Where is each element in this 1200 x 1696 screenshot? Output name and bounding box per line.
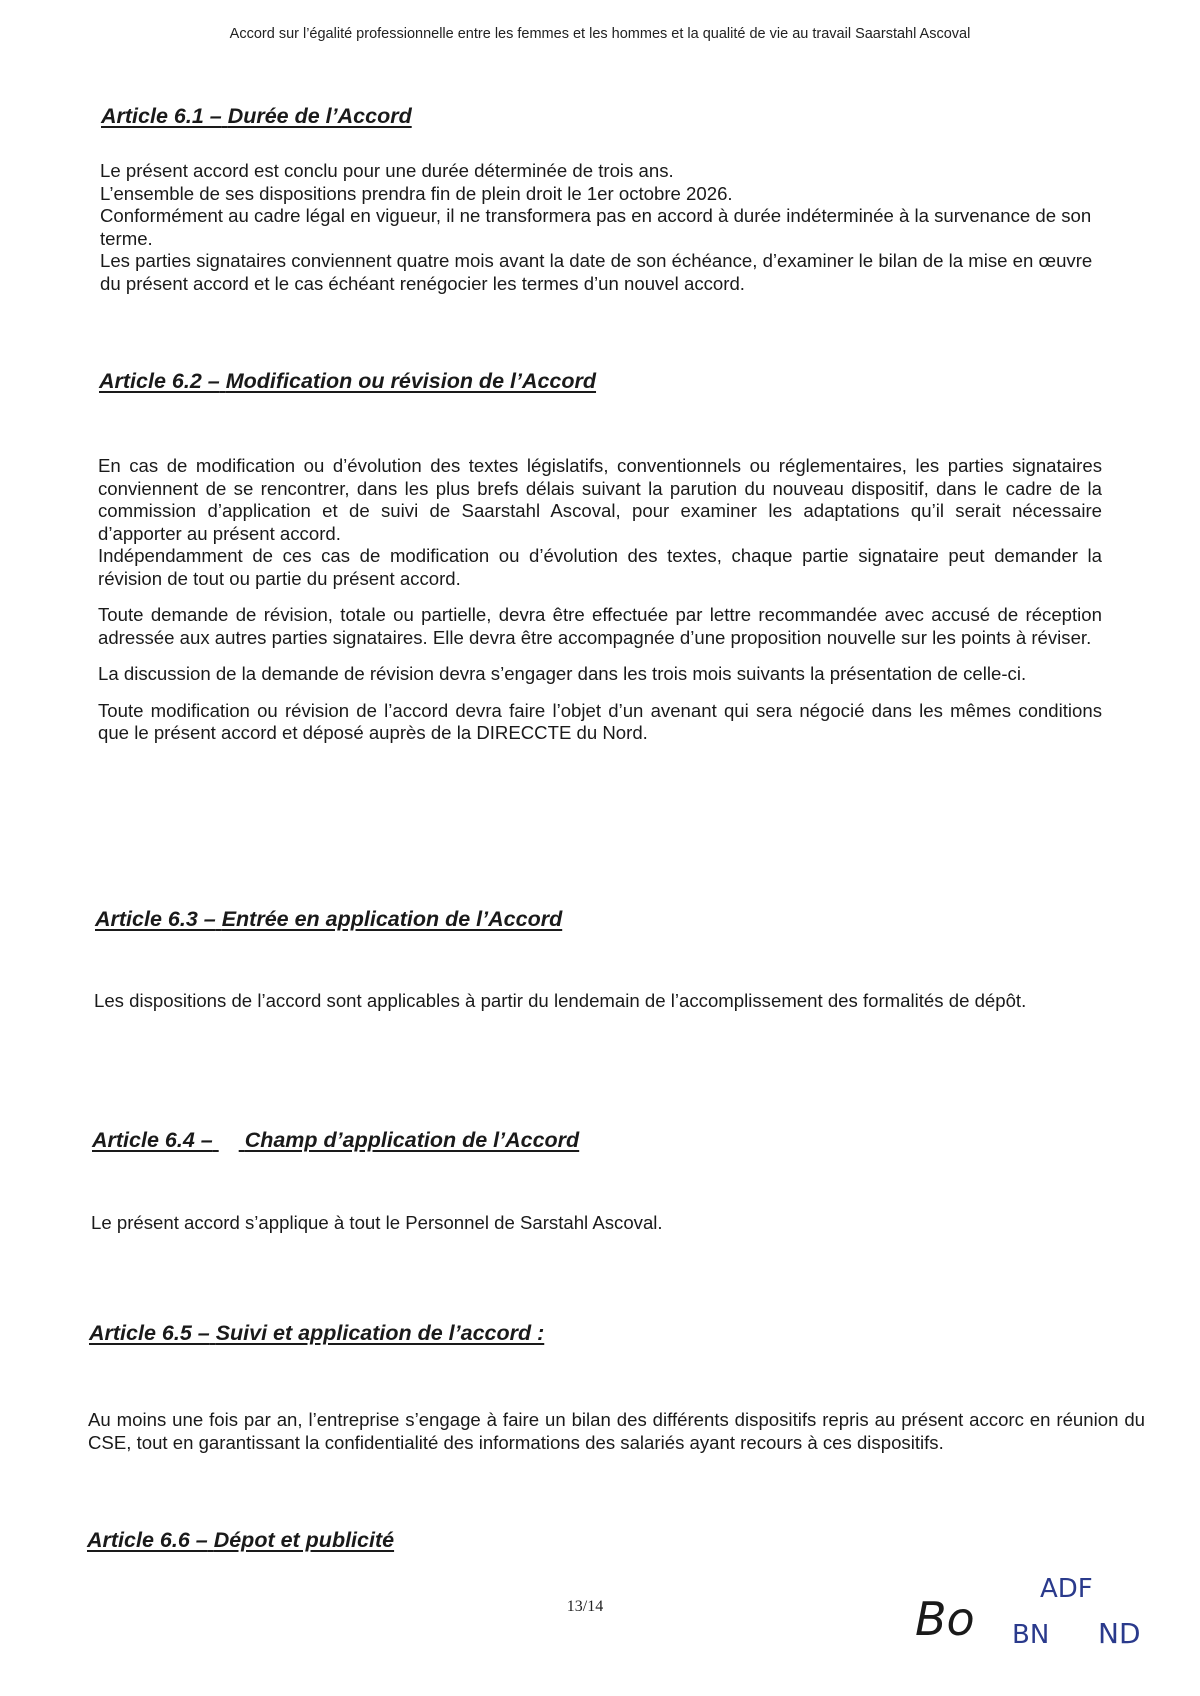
paragraph: Les parties signataires conviennent quatre mois avant la date de son échéance, d’examiner le bilan de la mise en œuvre du présent accord et le cas échéant renégocier les termes d’un nouvel accord.: [100, 250, 1093, 294]
handwritten-initials: ADF: [1040, 1574, 1093, 1604]
article-number: Article 6.5 –: [89, 1321, 210, 1345]
article-number: Article 6.6 –: [87, 1528, 208, 1552]
article-6-3-body: [94, 990, 1094, 1013]
article-number: Article 6.4 –: [92, 1128, 213, 1152]
article-6-4-title: [92, 1128, 579, 1153]
article-heading: Dépot et publicité: [213, 1528, 395, 1552]
article-number: Article 6.2 –: [99, 369, 220, 393]
article-heading: Suivi et application de l’accord :: [215, 1321, 545, 1345]
article-6-1-body: [100, 160, 1100, 295]
paragraph: Toute modification ou révision de l’accord devra faire l’objet d’un avenant qui sera négocié dans les mêmes conditions que le présent accord et déposé auprès de la DIRECCTE du Nord.: [98, 699, 1102, 743]
page-number: 13/14: [566, 1598, 604, 1615]
handwritten-initials: ND: [1098, 1617, 1141, 1650]
article-number: Article 6.1 –: [101, 104, 222, 128]
article-6-3-title: [95, 907, 562, 932]
article-6-4-body: [91, 1212, 1091, 1235]
document-header: Accord sur l’égalité professionnelle entre les femmes et les hommes et la qualité de vie au travail Saarstahl Ascoval: [229, 26, 971, 42]
handwritten-initials: Bo: [915, 1592, 975, 1646]
article-6-5-title: [89, 1321, 544, 1346]
paragraph: Au moins une fois par an, l’entreprise s’engage à faire un bilan des différents dispositifs repris au présent accorc en réunion du CSE, tout en garantissant la confidentialité des informations des salariés ayant recours à ces dispositifs.: [88, 1409, 1145, 1453]
article-6-2-title: [99, 369, 596, 394]
article-heading: Champ d’application de l’Accord: [244, 1128, 580, 1152]
paragraph: La discussion de la demande de révision devra s’engager dans les trois mois suivants la présentation de celle-ci.: [98, 663, 1027, 684]
paragraph: En cas de modification ou d’évolution des textes législatifs, conventionnels ou réglementaires, les parties signataires conviennent de se rencontrer, dans les plus brefs délais suivant la parution du nouveau dispositif, dans le cadre de la commission d’application et de suivi de Saarstahl Ascoval, pour examiner les adaptations qu’il serait nécessaire d’apporter au présent accord.: [98, 455, 1102, 544]
article-heading: Durée de l’Accord: [227, 104, 412, 128]
article-6-2-body: [98, 455, 1102, 745]
paragraph: Le présent accord est conclu pour une durée déterminée de trois ans.: [100, 160, 674, 181]
paragraph: Les dispositions de l’accord sont applicables à partir du lendemain de l’accomplissement des formalités de dépôt.: [94, 990, 1027, 1011]
article-heading: Modification ou révision de l’Accord: [225, 369, 597, 393]
handwritten-initials: BN: [1012, 1620, 1050, 1650]
article-heading: Entrée en application de l’Accord: [221, 907, 563, 931]
paragraph: Conformément au cadre légal en vigueur, il ne transformera pas en accord à durée indéterminée à la survenance de son terme.: [100, 205, 1092, 249]
article-6-1-title: [101, 104, 412, 129]
paragraph: Toute demande de révision, totale ou partielle, devra être effectuée par lettre recommandée avec accusé de réception adressée aux autres parties signataires. Elle devra être accompagnée d’une proposition nouvelle sur les points à réviser.: [98, 604, 1102, 648]
paragraph: Le présent accord s’applique à tout le Personnel de Sarstahl Ascoval.: [91, 1212, 663, 1233]
article-6-5-body: [88, 1409, 1145, 1454]
article-number: Article 6.3 –: [95, 907, 216, 931]
paragraph: L’ensemble de ses dispositions prendra fin de plein droit le 1er octobre 2026.: [100, 182, 733, 204]
article-6-6-title: [87, 1528, 394, 1553]
paragraph: Indépendamment de ces cas de modification ou d’évolution des textes, chaque partie signataire peut demander la révision de tout ou partie du présent accord.: [98, 545, 1102, 589]
